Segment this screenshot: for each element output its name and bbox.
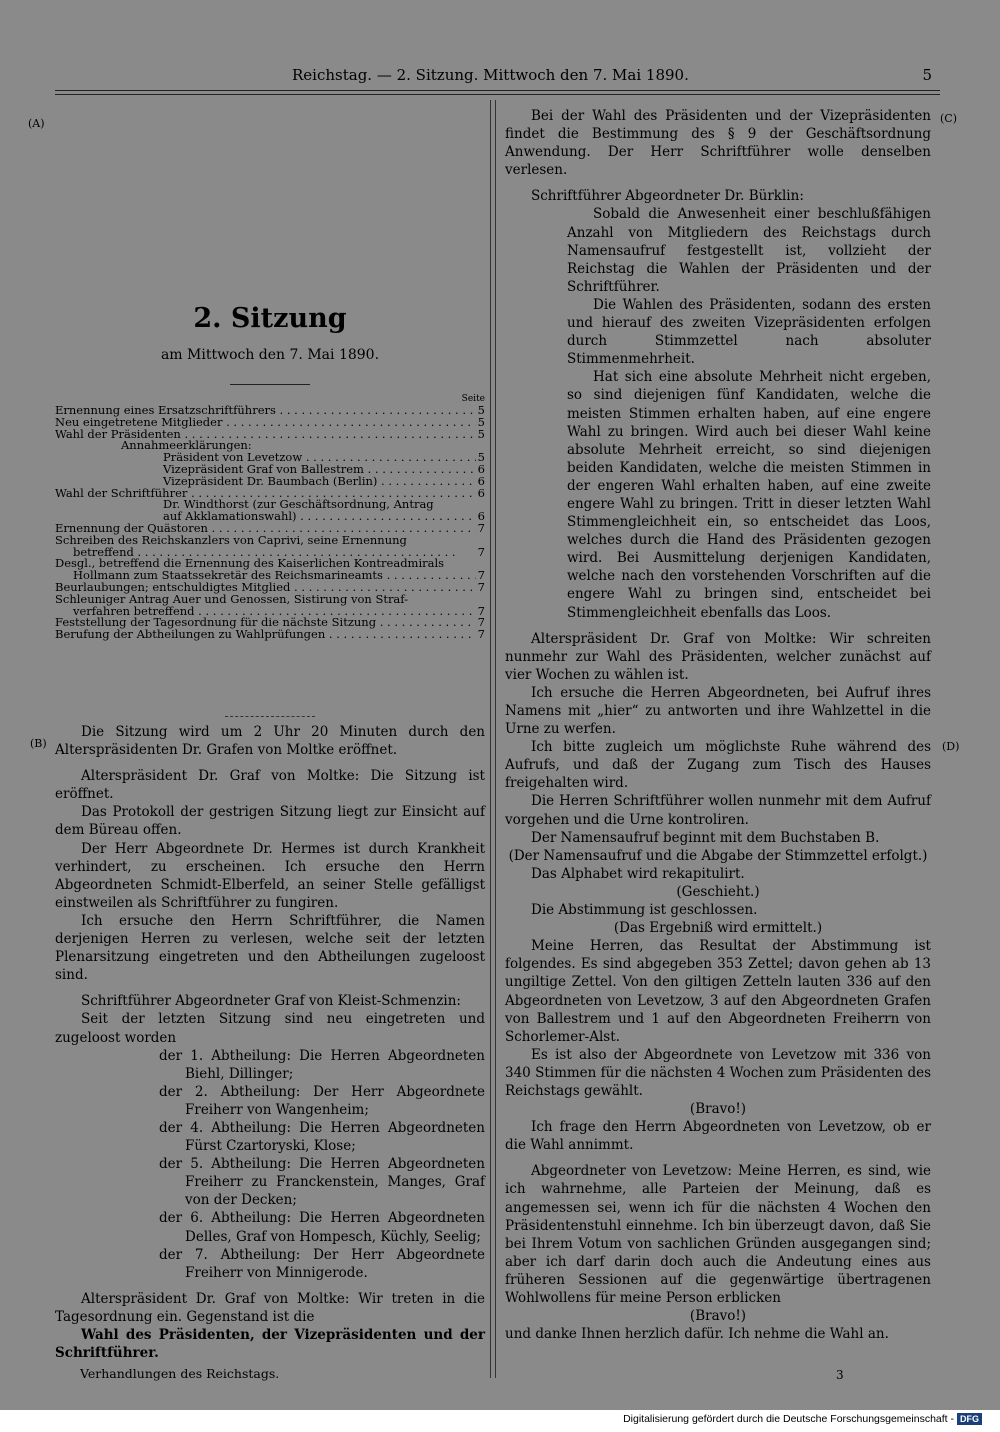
- margin-label-d: (D): [942, 740, 960, 753]
- paragraph: Ich bitte zugleich um möglichste Ruhe während des Aufrufs, und daß der Zugang zum Tisch des Hauses freigehalten wird.: [505, 739, 931, 792]
- paragraph: der 5. Abtheilung: Die Herren Abgeordneten Freiherr zu Franckenstein, Manges, Graf von der Decken;: [159, 1156, 485, 1209]
- toc-row: [55, 452, 485, 464]
- paragraph: der 4. Abtheilung: Die Herren Abgeordneten Fürst Czartoryski, Klose;: [159, 1119, 485, 1155]
- page-number: 5: [922, 66, 932, 84]
- toc-row: [55, 558, 485, 570]
- toc-entry-text: Desgl., betreffend die Ernennung des Kaiserlichen Kontreadmirals: [55, 558, 445, 571]
- toc-entry-text: Annahmeerklärungen:: [121, 440, 252, 453]
- toc-entry-page: 6: [477, 487, 485, 500]
- paragraph: Hat sich eine absolute Mehrheit nicht ergeben, so sind diejenigen fünf Kandidaten, welche die meisten Stimmen erhalten haben, auf eine engere Wahl zu bringen. Wird auch bei dieser Wahl keine absolute Mehrheit erreicht, so sind diejenigen beiden Kandidaten, welche die meisten Stimmen in der engeren Wahl erhalten haben, auf eine zweite engere Wahl zu bringen. Tritt in dieser letzten Wahl Stimmengleichheit ein, so entscheidet das Loos, welches durch die Hand des Präsidenten gezogen wird. Bei Ausmittelung derjenigen Kandidaten, welche nach den vorstehenden Vorschriften auf die engere Wahl zu bringen sind, entscheidet bei Stimmengleichheit ebenfalls das Loos.: [567, 369, 931, 621]
- toc-entry-page: 7: [477, 546, 485, 559]
- toc-entry-text: auf Akklamationswahl) . . .: [163, 511, 485, 523]
- left-column: [55, 723, 485, 1362]
- toc-entry-text: verfahren betreffend . . .: [73, 606, 485, 618]
- paragraph: Sobald die Anwesenheit einer beschlußfähigen Anzahl von Mitgliedern des Reichstags durch Namensaufruf festgestellt ist, vollzieht der Reichstag die Wahlen der Präsidenten und der Schriftführer.: [567, 206, 931, 295]
- paragraph: Der Herr Abgeordnete Dr. Hermes ist durch Krankheit verhindert, zu erscheinen. Ich ersuche den Herrn Abgeordneten Schmidt-Elberfeld, an seiner Stelle gefälligst einstweilen als Schriftführer zu fungiren.: [55, 840, 485, 911]
- toc-entry-page: 5: [477, 405, 485, 417]
- paragraph: Der Namensaufruf beginnt mit dem Buchstaben B.: [531, 829, 880, 846]
- toc-row: [55, 417, 485, 429]
- toc-entry-page: 7: [477, 522, 485, 535]
- paragraph: Abgeordneter von Levetzow: Meine Herren, es sind, wie ich wahrnehme, alle Parteien der Meinung, daß es angemessen sei, wenn ich für die nächsten 4 Wochen den Präsidentenstuhl einnehme. Ich bin überzeugt davon, daß Sie bei Ihrem Votum von sachlichen Gründen ausgegangen sind; aber ich darf darin doch auch die Andeutung eines aus früheren Sessionen auf die gegenwärtige übertragenen Wohlwollens für meine Person erblicken: [505, 1163, 931, 1306]
- column-divider-2: [495, 100, 496, 1378]
- dfg-logo: DFG: [957, 1413, 982, 1425]
- margin-label-b: (B): [30, 737, 47, 750]
- toc-row: [55, 499, 485, 511]
- paragraph: (Das Ergebniß wird ermittelt.): [613, 920, 823, 937]
- paragraph-spacer: [505, 1154, 931, 1162]
- paragraph: Die Herren Schriftführer wollen nunmehr mit dem Aufruf vorgehen und die Urne kontroliren.: [505, 793, 931, 828]
- footer-text: Digitalisierung gefördert durch die Deutsche Forschungsgemeinschaft -: [623, 1413, 954, 1425]
- paragraph: Die Wahlen des Präsidenten, sodann des ersten und hierauf des zweiten Vizepräsidenten erfolgen durch Stimmzettel nach absoluter Stimmenmehrheit.: [567, 296, 931, 368]
- toc-entry-page: 7: [477, 581, 485, 594]
- toc-entry-text: betreffend . . .: [73, 547, 456, 559]
- toc-row: [55, 594, 485, 606]
- toc-entry-text: Vizepräsident Graf von Ballestrem . . .: [163, 464, 485, 476]
- paragraph: (Bravo!): [689, 1101, 747, 1118]
- toc-entry-page: 5: [477, 416, 485, 429]
- toc-row: [55, 405, 485, 417]
- toc-entry-text: Ernennung der Quästoren . . .: [55, 523, 485, 535]
- paragraph-spacer: [55, 984, 485, 992]
- toc-row: [55, 629, 485, 641]
- paragraph-spacer: [505, 622, 931, 630]
- toc-row: [55, 606, 485, 618]
- toc-entry-text: Neu eingetretene Mitglieder . . .: [55, 417, 485, 429]
- toc-seite-label: Seite: [461, 394, 485, 404]
- toc-entry-text: Vizepräsident Dr. Baumbach (Berlin) . . .: [163, 476, 485, 488]
- toc-entry-page: 5: [477, 428, 485, 441]
- publication-note: Verhandlungen des Reichstags.: [80, 1366, 280, 1381]
- paragraph: Die Sitzung wird um 2 Uhr 20 Minuten durch den Alterspräsidenten Dr. Grafen von Moltke eröffnet.: [55, 724, 485, 759]
- paragraph: der 7. Abtheilung: Der Herr Abgeordnete Freiherr von Minnigerode.: [159, 1246, 485, 1281]
- paragraph: Ich frage den Herrn Abgeordneten von Levetzow, ob er die Wahl annimmt.: [505, 1119, 931, 1154]
- paragraph: Alterspräsident Dr. Graf von Moltke: Wir schreiten nunmehr zur Wahl des Präsidenten, welcher zunächst auf vier Wochen zu wählen ist.: [505, 630, 931, 683]
- toc-row: [55, 547, 485, 559]
- paragraph: Ich ersuche die Herren Abgeordneten, bei Aufruf ihres Namens mit „hier“ zu antworten und ihre Wahlzettel in die Urne zu werfen.: [505, 684, 931, 738]
- paragraph: der 6. Abtheilung: Die Herren Abgeordneten Delles, Graf von Hompesch, Küchly, Seelig;: [159, 1210, 485, 1245]
- toc-row: [55, 570, 485, 582]
- paragraph: Die Abstimmung ist geschlossen.: [531, 902, 758, 919]
- paragraph: Wahl des Präsidenten, der Vizepräsidenten und der Schriftführer.: [55, 1327, 485, 1362]
- header-rule: [55, 90, 940, 91]
- session-title: 2. Sitzung: [193, 303, 347, 334]
- paragraph: Schriftführer Abgeordneter Graf von Kleist-Schmenzin:: [81, 993, 461, 1010]
- toc-row: [55, 488, 485, 500]
- toc-entry-page: 7: [477, 629, 485, 641]
- toc-row: [55, 535, 485, 547]
- header-text: Reichstag. — 2. Sitzung. Mittwoch den 7. Mai 1890.: [292, 66, 689, 84]
- paragraph: Bei der Wahl des Präsidenten und der Vizepräsidenten findet die Bestimmung des § 9 der Geschäftsordnung Anwendung. Der Herr Schriftführer wolle denselben verlesen.: [505, 108, 931, 179]
- running-header: [292, 66, 932, 86]
- toc-entry-text: Dr. Windthorst (zur Geschäftsordnung, Antrag: [163, 499, 434, 512]
- toc-row: [55, 511, 485, 523]
- signature-mark: 3: [836, 1368, 844, 1382]
- paragraph: Seit der letzten Sitzung sind neu eingetreten und zugeloost worden: [55, 1011, 485, 1046]
- paragraph: Das Protokoll der gestrigen Sitzung liegt zur Einsicht auf dem Büreau offen.: [55, 804, 485, 839]
- toc-entry-page: 7: [477, 605, 485, 618]
- toc-entry-text: Berufung der Abtheilungen zu Wahlprüfungen . . .: [55, 629, 485, 641]
- toc-row: [55, 464, 485, 476]
- toc-entry-page: 6: [477, 475, 485, 488]
- toc-entry-text: Wahl der Präsidenten . . .: [55, 429, 485, 441]
- toc-entry-text: Hollmann zum Staatssekretär des Reichsmarineamts . . .: [73, 570, 485, 582]
- paragraph-spacer: [55, 1282, 485, 1290]
- toc-entry-page: 6: [477, 463, 485, 476]
- paragraph: Alterspräsident Dr. Graf von Moltke: Die Sitzung ist eröffnet.: [55, 768, 485, 803]
- paragraph: (Der Namensaufruf und die Abgabe der Stimmzettel erfolgt.): [508, 847, 928, 864]
- paragraph: Ich ersuche den Herrn Schriftführer, die Namen derjenigen Herren zu verlesen, welche seit der letzten Plenarsitzung eingetreten und den Abtheilungen zugeloost sind.: [55, 912, 485, 984]
- toc-entry-text: Beurlaubungen; entschuldigtes Mitglied . . .: [55, 582, 485, 594]
- toc-end-rule: [225, 716, 315, 723]
- toc-entry-page: 7: [477, 617, 485, 630]
- toc-row: [55, 476, 485, 488]
- session-date: am Mittwoch den 7. Mai 1890.: [160, 347, 380, 363]
- paragraph: der 1. Abtheilung: Die Herren Abgeordneten Biehl, Dillinger;: [159, 1047, 485, 1082]
- paragraph: (Geschieht.): [676, 883, 760, 900]
- toc-entry-text: Ernennung eines Ersatzschriftführers . . .: [55, 405, 485, 417]
- toc-row: [55, 440, 485, 452]
- column-divider: [490, 100, 491, 1378]
- toc-row: [55, 523, 485, 535]
- paragraph: Alterspräsident Dr. Graf von Moltke: Wir treten in die Tagesordnung ein. Gegenstand ist die: [55, 1290, 485, 1325]
- toc-entry-page: 6: [477, 511, 485, 523]
- paragraph-spacer: [55, 759, 485, 767]
- paragraph: Das Alphabet wird rekapitulirt.: [531, 865, 745, 882]
- margin-label-a: (A): [28, 117, 45, 130]
- toc-row: [55, 617, 485, 629]
- toc-row: [55, 429, 485, 441]
- toc-entry-text: Präsident von Levetzow . . .: [163, 452, 485, 464]
- paragraph: der 2. Abtheilung: Der Herr Abgeordnete Freiherr von Wangenheim;: [159, 1083, 485, 1118]
- toc-entry-text: Schreiben des Reichskanzlers von Caprivi, seine Ernennung: [55, 534, 407, 547]
- header-rule-2: [55, 94, 940, 95]
- paragraph: und danke Ihnen herzlich dafür. Ich nehme die Wahl an.: [505, 1326, 889, 1343]
- paragraph-spacer: [505, 179, 931, 187]
- right-column: [505, 107, 931, 1343]
- toc-entry-text: Feststellung der Tagesordnung für die nächste Sitzung . . .: [55, 617, 485, 629]
- toc-entry-text: Wahl der Schriftführer . . .: [55, 488, 485, 500]
- paragraph: (Bravo!): [689, 1308, 747, 1325]
- table-of-contents: [55, 394, 485, 641]
- toc-entry-page: 5: [477, 452, 485, 464]
- title-rule: [230, 384, 310, 385]
- toc-entry-page: 7: [477, 570, 485, 582]
- toc-entry-text: Schleuniger Antrag Auer und Genossen, Sistirung von Straf-: [55, 593, 409, 606]
- margin-label-c: (C): [940, 112, 957, 125]
- paragraph: Meine Herren, das Resultat der Abstimmung ist folgendes. Es sind abgegeben 353 Zettel; davon gehen ab 13 ungiltige Zettel. Von den giltigen Zetteln lauten 336 auf den Abgeordneten von Levetzow, 3 auf den Abgeordneten Grafen von Ballestrem und 1 auf den Abgeordneten Freiherrn von Schorlemer-Alst.: [505, 938, 931, 1045]
- paragraph: Es ist also der Abgeordnete von Levetzow mit 336 von 340 Stimmen für die nächsten 4 Wochen zum Präsidenten des Reichstags gewählt.: [505, 1046, 931, 1099]
- footer-credit: [623, 1413, 982, 1425]
- paragraph: Schriftführer Abgeordneter Dr. Bürklin:: [531, 188, 804, 205]
- toc-row: [55, 582, 485, 594]
